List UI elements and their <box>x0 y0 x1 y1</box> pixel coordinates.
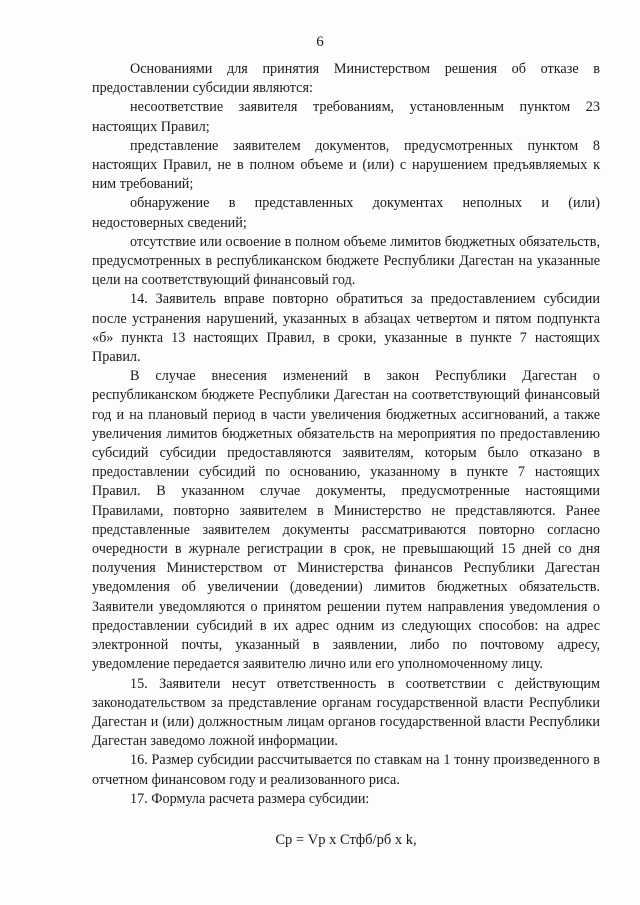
paragraph-ground-mismatch: несоответствие заявителя требованиям, установленным пунктом 23 настоящих Правил; <box>92 99 600 135</box>
paragraph-budget-changes: В случае внесения изменений в закон Республики Дагестан о республиканском бюджете Республики Дагестан на соответствующий финансовый год и на плановый период в части увеличения бюджетных ассигнований, а также увеличения лимитов бюджетных обязательств на мероприятия по предоставлению субсидий субсидии предоставляются заявителям, которым было отказано в предоставлении субсидий по основанию, указанному в пункте 7 настоящих Правил. В указанном случае документы, предусмотренные настоящими Правилами, повторно заявителем в Министерство не представляются. Ранее представленные заявителем документы рассматриваются повторно согласно очередности в журнале регистрации в срок, не превышающий 15 дней со дня получения Министерством от Министерства финансов Республики Дагестан уведомления об увеличении (доведении) лимитов бюджетных обязательств. Заявители уведомляются о принятом решении путем направления уведомления о предоставлении субсидий в их адрес одним из следующих способов: на адрес электронной почты, указанный в заявлении, либо по почтовому адресу, уведомление передается заявителю лично или его уполномоченному лицу. <box>92 368 600 673</box>
paragraph-item-16: 16. Размер субсидии рассчитывается по ставкам на 1 тонну произведенного в отчетном финансовом году и реализованного риса. <box>92 752 600 788</box>
paragraph-item-14: 14. Заявитель вправе повторно обратиться за предоставлением субсидии после устранения нарушений, указанных в абзацах четвертом и пятом подпункта «б» пункта 13 настоящих Правил, в сроки, указанные в пункте 7 настоящих Правил. <box>92 291 600 366</box>
paragraph-ground-inaccurate: обнаружение в представленных документах неполных и (или) недостоверных сведений; <box>92 195 600 231</box>
paragraph-ground-documents: представление заявителем документов, предусмотренных пунктом 8 настоящих Правил, не в полном объеме и (или) с нарушением предъявляемых к ним требований; <box>92 137 600 193</box>
subsidy-formula: Ср = Vр х Стфб/рб х k, <box>275 831 417 848</box>
paragraph-item-15: 15. Заявители несут ответственность в соответствии с действующим законодательством за представление органам государственной власти Республики Дагестан и (или) должностным лицам органов государственной власти Республики Дагестан заведомо ложной информации. <box>92 675 600 750</box>
paragraph-ground-limits: отсутствие или освоение в полном объеме лимитов бюджетных обязательств, предусмотренных в республиканском бюджете Республики Дагестан на указанные цели на соответствующий финансовый год. <box>92 233 600 289</box>
document-body <box>92 60 600 850</box>
paragraph-grounds-intro: Основаниями для принятия Министерством решения об отказе в предоставлении субсидии являются: <box>92 61 600 97</box>
paragraph-item-17: 17. Формула расчета размера субсидии: <box>130 790 370 807</box>
page-number: 6 <box>316 34 324 50</box>
